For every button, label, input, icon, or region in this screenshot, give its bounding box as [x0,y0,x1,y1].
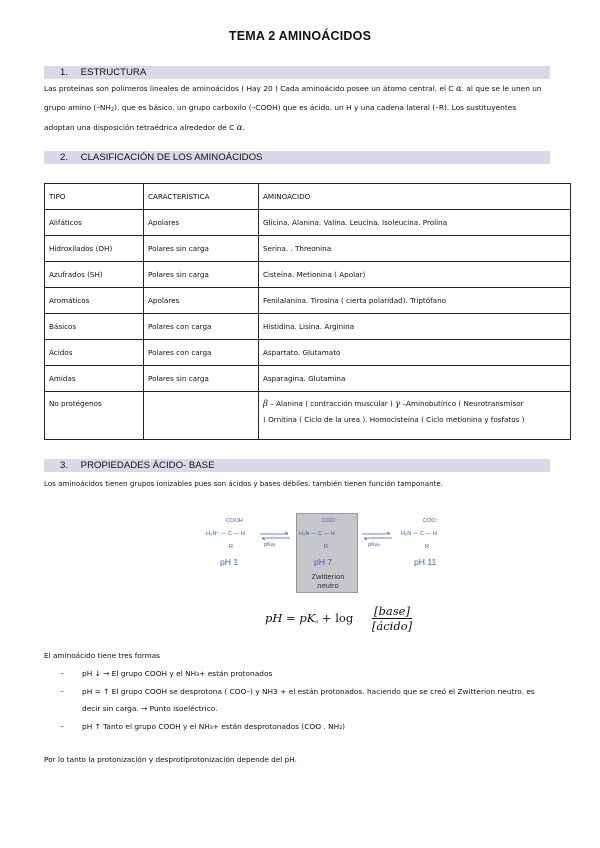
right-coo: COO⁻ [423,518,439,524]
list-item [60,683,570,701]
alpha-symbol: α [455,84,462,94]
text: ). que es básico. un grupo carboxilo (–COOH) que es ácido. un H y una cadena lateral (–R). Los sustituyentes [114,102,517,112]
ph1-label: pH 1 [220,557,239,567]
list-item [60,665,570,683]
table-row [45,340,571,366]
mid-formula: H₃N — C — H [299,531,335,537]
subscript: 2 [110,106,115,113]
list-text: pH ↑ Tanto el grupo COOH y el NH₃+ están desprotonados (COO . NH₂) [82,721,346,731]
right-r: R [425,544,430,550]
list-text: decir sin carga. → Punto isoeléctrico. [82,704,218,713]
section-number: 2. [60,152,69,163]
right-formula: H₂N — C — H [401,531,437,537]
dash: – [60,669,64,678]
table-cell: Ácidos [45,340,144,366]
pka1-label: pKa₁ [264,542,276,548]
left-formula: H₃N⁺ — C — H [206,531,245,537]
table-cell: Amidas [45,366,144,392]
amino-acid-classification-table [44,183,571,440]
header-cell: CARACTERÍSTICA [144,184,259,210]
table-cell: No protégenos [45,392,144,440]
text: – Alanina ( contracción muscular ) [267,399,393,408]
beta-symbol: β [263,399,268,409]
equilibrium-arrow-2-icon [360,532,394,540]
list-item [60,700,570,718]
table-row [45,392,571,440]
table-row [45,366,571,392]
list-text: pH ↓ → El grupo COOH y el NH₃+ están protonados [82,669,273,678]
formula-log: + log [318,611,354,625]
table-cell: Hidroxilados (OH) [45,236,144,262]
page-title: TEMA 2 AMINOÁCIDOS [228,29,372,43]
text: grupo amino (–NH [44,102,111,112]
formula-subscript: a [315,619,319,625]
mid-r: R [324,544,329,550]
table-row [45,210,571,236]
table-cell: Serina. . Threonina [259,236,571,262]
text: adoptan una disposición tetraédrica alrededor de C [44,123,235,132]
table-cell: Cisteína. Metionina ( Apolar) [259,262,571,288]
dash: – [60,686,64,696]
table-cell: Polares sin carga [144,366,259,392]
alpha-symbol: α [236,123,243,133]
table-cell: Polares con carga [144,314,259,340]
table-cell: Polares sin carga [144,236,259,262]
list-item [60,718,570,736]
table-cell: Asparagina. Glutamina [259,366,571,392]
table-cell: Glicina. Alanina. Valina. Leucina. Isoleucina. Prolina [259,210,571,236]
table-row [45,288,571,314]
section-title: CLASIFICACIÓN DE LOS AMINOÁCIDOS [80,152,263,163]
table-cell: Polares sin carga [144,262,259,288]
table-cell: Apolares [144,210,259,236]
formula-numerator: [base] [374,604,410,618]
table-cell [259,392,571,440]
table-cell: Aspartato. Glutamato [259,340,571,366]
equilibrium-arrow-1-icon [258,532,292,540]
formula-denominator: [ácido] [371,619,413,633]
section-number: 3. [60,460,69,471]
section-heading-clasificacion [44,151,550,164]
dash: – [60,721,64,731]
formula-lhs: pH = pK [265,611,316,625]
zwitterion-text: Zwitterion [311,572,345,581]
section-number: 1. [60,67,69,78]
table-cell: Azufrados (SH) [45,262,144,288]
estructura-paragraph [44,80,556,138]
table-row [45,262,571,288]
neutro-text: neutro [317,581,339,590]
left-cooh: COOH [226,518,243,524]
text: –Aminobutírico ( Neurotransmisor [400,399,524,408]
table-header-row [45,184,571,210]
table-cell: Alifáticos [45,210,144,236]
mid-coo: COO⁻ [322,518,338,524]
table-cell: Apolares [144,288,259,314]
section-heading-propiedades [44,459,550,472]
text: ) Ornitina ( Ciclo de la urea ). Homocisteína ( Ciclo metionina y fosfatos ) [263,415,525,424]
zwitterion-label [304,572,352,590]
gamma-symbol: γ [395,399,401,409]
text: . al que se le unen un [461,84,542,93]
section-title: PROPIEDADES ÁCIDO- BASE [80,460,215,471]
list-text: pH = ↑ El grupo COOH se desprotona ( COO–) y NH3 + el están protonados. haciendo que se creó el Zwitterion neutro. es [82,686,535,696]
forms-list [60,665,570,735]
header-cell: AMINOÁCIDO [259,184,571,210]
ph7-label: pH 7 [314,557,333,567]
section-heading-estructura [44,66,550,79]
text: Las proteínas son polímeros lineales de aminoácidos ( Hay 20 ) Cada aminoácido posee un átomo central. el C [44,84,454,93]
table-cell: Histidina. Lisina. Arginina [259,314,571,340]
table-cell: Aromáticos [45,288,144,314]
table-cell: Básicos [45,314,144,340]
header-cell: TIPO [45,184,144,210]
table-cell: Polares con carga [144,340,259,366]
table-cell: Fenilalanina. Tirosina ( cierta polaridad). Triptófano [259,288,571,314]
ph11-label: pH 11 [414,557,437,567]
conclusion: Por lo tanto la protonización y desprotiprotonización depende del pH. [44,755,297,764]
propiedades-intro: Los aminoácidos tienen grupos ionizables pues son ácidos y bases débiles. también tienen función tamponante. [44,479,444,488]
pka2-label: pKa₂ [368,542,381,548]
left-r: R [229,544,234,550]
section-title: ESTRUCTURA [80,67,147,78]
table-row [45,236,571,262]
forms-intro: El aminoácido tiene tres formas [44,651,160,660]
text: . [242,123,245,132]
table-cell [144,392,259,440]
table-row [45,314,571,340]
